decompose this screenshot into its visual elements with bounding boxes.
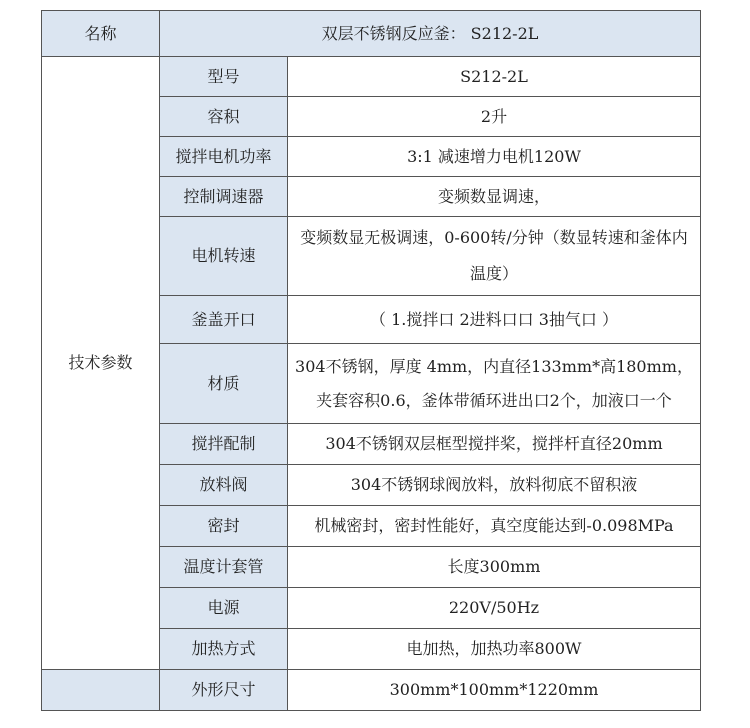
row-value: 变频数显调速， [288,177,701,217]
group-label: 技术参数 [42,57,160,670]
header-label: 名称 [42,11,160,57]
row-value: 3:1 减速增力电机120W [288,137,701,177]
row-value: 300mm*100mm*1220mm [288,670,701,711]
row-value: 2升 [288,97,701,137]
spec-table [41,10,701,711]
header-value: 双层不锈钢反应釜： S212-2L [160,11,701,57]
row-value: 304不锈钢，厚度 4mm，内直径133mm*高180mm，夹套容积0.6，釜体带循环进出口2个，加液口一个 [288,344,701,424]
row-label: 控制调速器 [160,177,288,217]
row-label: 密封 [160,506,288,547]
row-label: 加热方式 [160,629,288,670]
table-row [42,57,701,97]
row-label: 釜盖开口 [160,296,288,344]
row-label: 材质 [160,344,288,424]
row-value: 220V/50Hz [288,588,701,629]
row-label: 型号 [160,57,288,97]
row-label: 容积 [160,97,288,137]
row-value: 长度300mm [288,547,701,588]
row-label: 电机转速 [160,217,288,296]
row-value: 机械密封，密封性能好，真空度能达到-0.098MPa [288,506,701,547]
row-label: 温度计套管 [160,547,288,588]
blank-cell [42,670,160,711]
row-label: 电源 [160,588,288,629]
header-row [42,11,701,57]
row-value: 电加热，加热功率800W [288,629,701,670]
row-label: 搅拌配制 [160,424,288,465]
row-value: 304不锈钢球阀放料，放料彻底不留积液 [288,465,701,506]
row-value: S212-2L [288,57,701,97]
row-value: （ 1.搅拌口 2进料口口 3抽气口 ） [288,296,701,344]
row-label: 外形尺寸 [160,670,288,711]
row-label: 搅拌电机功率 [160,137,288,177]
table-row [42,670,701,711]
row-value: 304不锈钢双层框型搅拌桨，搅拌杆直径20mm [288,424,701,465]
row-label: 放料阀 [160,465,288,506]
row-value: 变频数显无极调速，0-600转/分钟（数显转速和釜体内温度） [288,217,701,296]
